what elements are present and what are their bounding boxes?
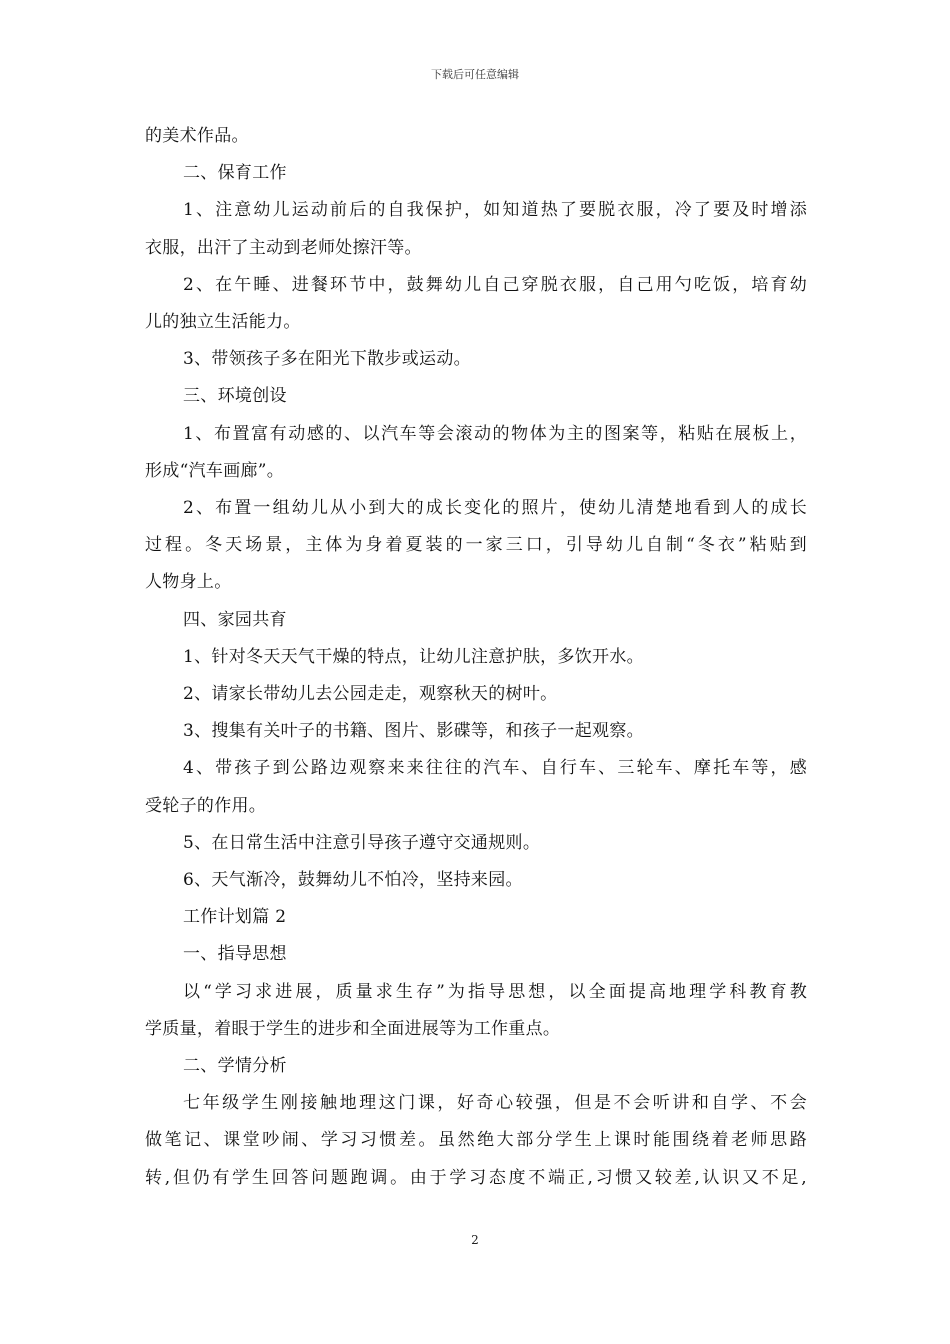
text-line: 5、在日常生活中注意引导孩子遵守交通规则。 <box>183 832 541 853</box>
document-body <box>145 118 807 1197</box>
text-line: 3、带领孩子多在阳光下散步或运动。 <box>183 349 471 370</box>
text-line: 二、保育工作 <box>183 163 287 184</box>
text-line: 6、天气渐冷，鼓舞幼儿不怕冷，坚持来园。 <box>183 870 523 891</box>
text-line: 七年级学生刚接触地理这门课，好奇心较强，但是不会听讲和自学、不会 <box>183 1093 807 1114</box>
text-line: 衣服，出汗了主动到老师处擦汗等。 <box>145 237 422 258</box>
text-line: 以“学习求进展，质量求生存”为指导思想，以全面提高地理学科教育教 <box>183 981 807 1002</box>
text-line: 3、搜集有关叶子的书籍、图片、影碟等，和孩子一起观察。 <box>183 721 644 742</box>
text-line: 2、布置一组幼儿从小到大的成长变化的照片，使幼儿清楚地看到人的成长 <box>183 498 807 519</box>
text-line: 工作计划篇 2 <box>183 907 287 928</box>
text-line: 4、带孩子到公路边观察来来往往的汽车、自行车、三轮车、摩托车等，感 <box>183 758 807 779</box>
text-line: 1、针对冬天天气干燥的特点，让幼儿注意护肤，多饮开水。 <box>183 646 644 667</box>
text-line: 二、学情分析 <box>183 1056 287 1077</box>
text-line: 受轮子的作用。 <box>145 795 267 816</box>
text-line: 1、布置富有动感的、以汽车等会滚动的物体为主的图案等，粘贴在展板上， <box>183 423 807 444</box>
text-line: 三、环境创设 <box>183 386 287 407</box>
text-line: 一、指导思想 <box>183 944 287 965</box>
text-line: 转,但仍有学生回答问题跑调。由于学习态度不端正,习惯又较差,认识又不足, <box>145 1167 807 1188</box>
text-line: 的美术作品。 <box>145 126 249 146</box>
text-line: 四、家园共育 <box>183 609 287 630</box>
text-line: 形成“汽车画廊”。 <box>145 460 285 481</box>
text-line: 2、在午睡、进餐环节中，鼓舞幼儿自己穿脱衣服，自己用勺吃饭，培育幼 <box>183 274 807 295</box>
text-line: 儿的独立生活能力。 <box>145 312 301 333</box>
text-line: 2、请家长带幼儿去公园走走，观察秋天的树叶。 <box>183 684 558 705</box>
text-line: 1、注意幼儿运动前后的自我保护，如知道热了要脱衣服，冷了要及时增添 <box>183 200 807 221</box>
text-line: 做笔记、课堂吵闹、学习习惯差。虽然绝大部分学生上课时能围绕着老师思路 <box>145 1130 807 1151</box>
page-header: 下载后可任意编辑 <box>431 68 519 81</box>
text-line: 学质量，着眼于学生的进步和全面进展等为工作重点。 <box>145 1018 561 1039</box>
page-number: 2 <box>471 1233 479 1247</box>
text-line: 过程。冬天场景，主体为身着夏装的一家三口，引导幼儿自制“冬衣”粘贴到 <box>145 535 807 556</box>
text-line: 人物身上。 <box>145 572 232 593</box>
